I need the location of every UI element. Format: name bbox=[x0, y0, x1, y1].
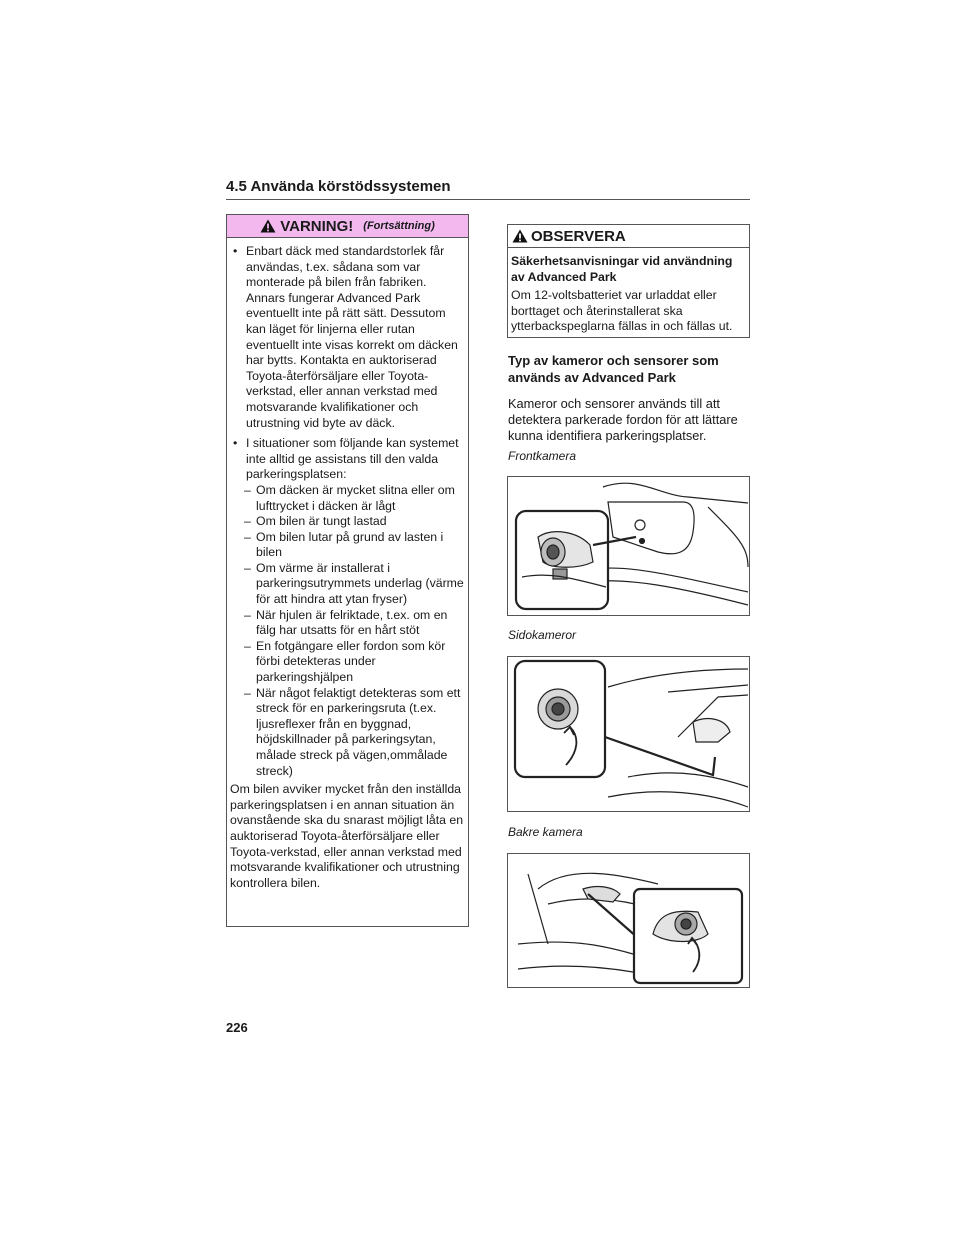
warning-closing: Om bilen avviker mycket från den inställda parkeringsplatsen i en annan situation än ovanstående ska du snarast möjligt låta en auktoriserad Toyota-återförsäljare eller Toyota-verkstad, eller annan verkstad med motsvarande kvalifikationer och utrustning kontrollera bilen. bbox=[230, 782, 464, 890]
camera-section-paragraph: Kameror och sensorer används till att detektera parkerade fordon för att lättare kunna identifiera parkeringsplatser. bbox=[508, 396, 738, 443]
warning-header bbox=[227, 215, 468, 238]
warning-dash-item: – Om bilen lutar på grund av lasten i bilen bbox=[230, 530, 464, 561]
observera-title: OBSERVERA bbox=[531, 227, 626, 245]
warning-dash-item: – Om bilen är tungt lastad bbox=[230, 514, 464, 530]
observera-subheading: Säkerhetsanvisningar vid användning av Advanced Park bbox=[511, 254, 733, 284]
warning-triangle-icon bbox=[260, 219, 276, 233]
warning-dash-item: – Om däcken är mycket slitna eller om lufttrycket i däcken är lågt bbox=[230, 483, 464, 514]
caption-rear-camera: Bakre kamera bbox=[508, 825, 583, 839]
warning-dash-item: – När hjulen är felriktade, t.ex. om en fälg har utsatts för en hårt stöt bbox=[230, 608, 464, 639]
observera-header bbox=[508, 225, 749, 248]
warning-continued: (Fortsättning) bbox=[363, 220, 435, 232]
observera-text: Om 12-voltsbatteriet var urladdat eller borttaget och återinstallerat ska ytterbackspeglarna fällas in och fällas ut. bbox=[511, 288, 733, 334]
warning-box bbox=[226, 214, 469, 927]
warning-dash-item: – När något felaktigt detekteras som ett streck för en parkeringsruta (t.ex. ljusreflexer från en byggnad, höjdskillnader på parkeringsytan, målade streck på vägen,ommålade streck) bbox=[230, 686, 464, 780]
observera-body bbox=[508, 248, 749, 335]
warning-bullet-1: • Enbart däck med standardstorlek får användas, t.ex. sådana som var monterade på bilen från fabriken. Annars fungerar Advanced Park eventuellt inte på rätt sätt. Dessutom kan läget för linjerna eller rutan eventuellt inte visas korrekt om däcken har bytts. Kontakta en auktoriserad Toyota-återförsäljare eller Toyota-verkstad, eller annan verkstad med motsvarande kvalifikationer och utrustning vid byte av däck. bbox=[230, 244, 464, 431]
camera-section-heading: Typ av kameror och sensorer som används av Advanced Park bbox=[508, 353, 719, 385]
rear-camera-illustration bbox=[507, 853, 750, 988]
caption-front-camera: Frontkamera bbox=[508, 449, 577, 463]
caution-triangle-icon bbox=[512, 229, 528, 243]
front-camera-illustration bbox=[507, 476, 750, 616]
section-header: 4.5 Använda körstödssystemen bbox=[226, 178, 750, 200]
warning-bullet-2: • I situationer som följande kan systemet inte alltid ge assistans till den valda parkeringsplatsen: bbox=[230, 436, 464, 483]
caption-side-cameras: Sidokameror bbox=[508, 628, 577, 642]
warning-title: VARNING! bbox=[280, 217, 354, 235]
observera-box bbox=[507, 224, 750, 338]
warning-dash-item: – Om värme är installerat i parkeringsutrymmets underlag (värme för att hindra att ytan fryser) bbox=[230, 561, 464, 608]
side-cameras-illustration bbox=[507, 656, 750, 812]
page-number: 226 bbox=[226, 1020, 248, 1035]
warning-dash-item: – En fotgängare eller fordon som kör förbi detekteras under parkeringshjälpen bbox=[230, 639, 464, 686]
warning-body bbox=[227, 238, 468, 891]
